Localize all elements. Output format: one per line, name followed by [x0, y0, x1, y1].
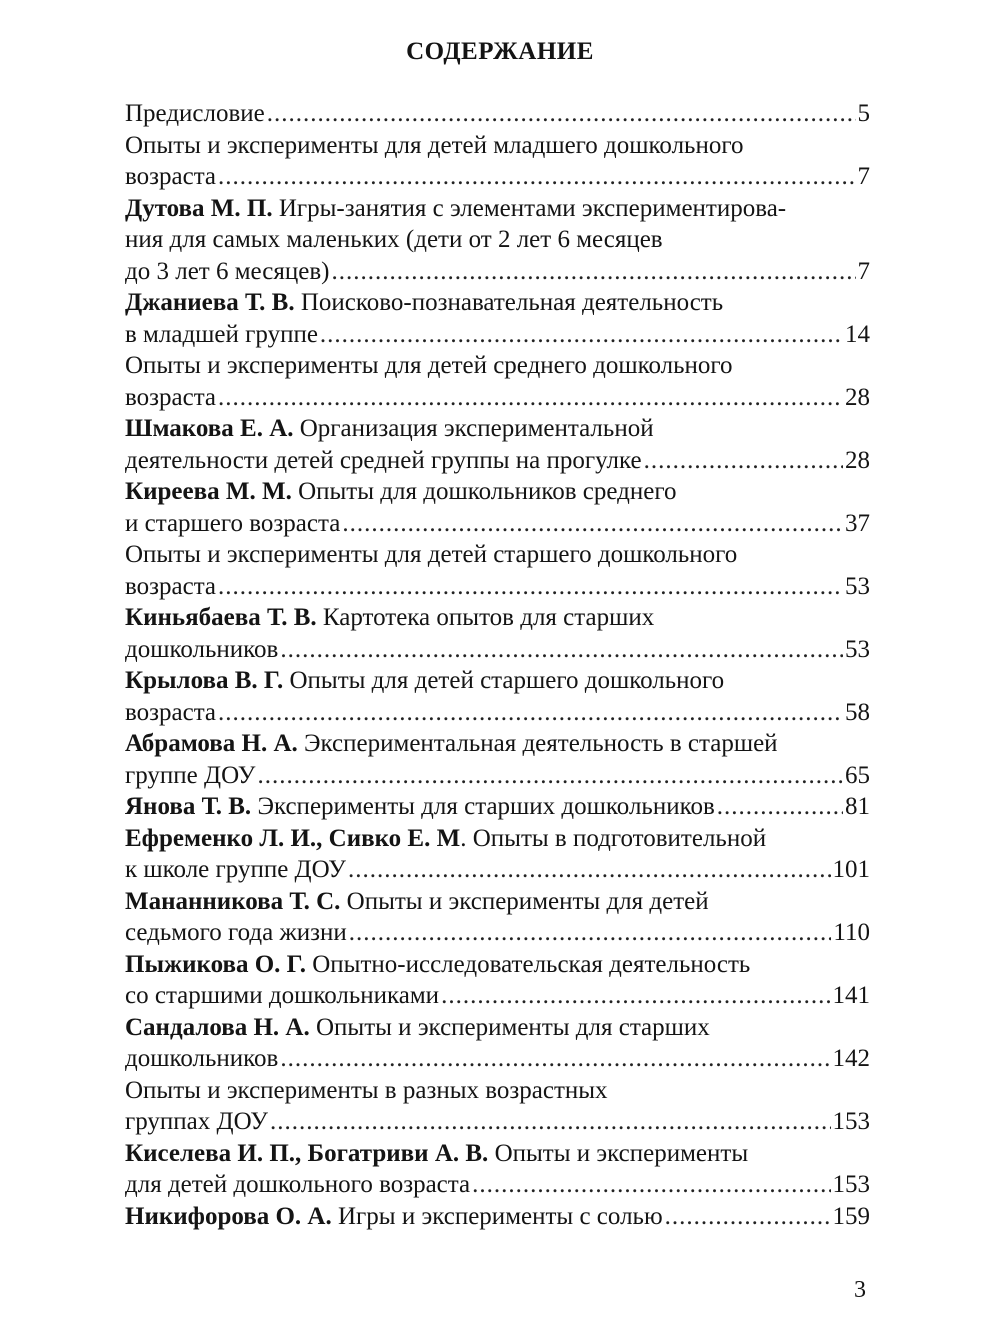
toc-entry-page: 7: [857, 163, 870, 190]
toc-entry-last-line: [125, 382, 870, 414]
toc-entry-title-text: деятельности детей средней группы на прогулке: [125, 446, 642, 474]
toc-entry-text: [125, 1077, 608, 1104]
toc-entry-text: [125, 917, 347, 949]
toc-entry-text: [125, 667, 724, 694]
toc-entry-last-line: [125, 256, 870, 288]
toc-entry-page: 101: [832, 856, 870, 883]
toc-entry-title-text: ния для самых маленьких (дети от 2 лет 6 месяцев: [125, 226, 663, 253]
toc-entry-last-line: [125, 445, 870, 477]
toc-entry-page: 142: [832, 1045, 870, 1072]
toc-entry-title-text: седьмого года жизни: [125, 919, 347, 946]
toc-entry-text: [125, 951, 750, 978]
toc-entry-text: [125, 352, 733, 379]
dot-leader: [257, 760, 843, 792]
toc-entry-last-line: [125, 791, 870, 823]
toc-entry: [125, 886, 870, 949]
dot-leader: [472, 1169, 830, 1201]
toc-entry-text: [125, 980, 439, 1012]
toc-entry-title-text: дошкольников: [125, 635, 279, 663]
toc-entry-title-text: Игры-занятия с элементами экспериментирова-: [272, 194, 787, 222]
toc-entry-author: Сандалова Н. А.: [125, 1013, 310, 1041]
toc-entry-line: [125, 224, 870, 256]
dot-leader: [348, 854, 831, 886]
toc-entry-page: 53: [845, 572, 870, 600]
toc-entry-text: [125, 319, 318, 351]
toc-entry-line: [125, 1075, 870, 1107]
toc-entry-page: 37: [845, 509, 870, 537]
toc-entry: [125, 1201, 870, 1233]
toc-entry-text: [125, 854, 346, 886]
toc-entry-title-text: Опытно-исследовательская деятельность: [305, 950, 751, 978]
toc-entry-last-line: [125, 98, 870, 130]
toc-entry-author: Киселева И. П., Богатриви А. В.: [125, 1139, 489, 1167]
toc-entry-title-text: дошкольников: [125, 1045, 279, 1072]
toc-entry-last-line: [125, 508, 870, 540]
toc-entry-author: Никифорова О. А.: [125, 1202, 332, 1230]
toc-entry-author: Абрамова Н. А.: [125, 730, 298, 757]
toc-entry-page: 7: [857, 257, 870, 285]
toc-entry-line: [125, 602, 870, 634]
toc-entry-page: 14: [845, 320, 870, 348]
toc-entry-title-text: Игры и эксперименты с солью: [331, 1202, 663, 1230]
dot-leader: [320, 319, 843, 351]
toc-entry-title-text: возраста: [125, 572, 217, 600]
toc-entry-text: [125, 289, 723, 316]
toc-entry-page: 110: [833, 919, 870, 946]
toc-entry-author: Крылова В. Г.: [125, 667, 284, 694]
dot-leader: [331, 256, 855, 288]
toc-entry-text: [125, 195, 786, 222]
toc-entry-line: [125, 1138, 870, 1170]
toc-entry-title-text: до 3 лет 6 месяцев): [125, 257, 330, 285]
toc-entry-text: [125, 478, 677, 505]
toc-entry-title-text: возраста: [125, 698, 217, 726]
toc-entry-title-text: Картотека опытов для старших: [316, 604, 655, 631]
dot-leader: [717, 791, 843, 823]
toc-entry-text: [125, 161, 216, 193]
toc-entry: [125, 413, 870, 476]
toc-entry-last-line: [125, 319, 870, 351]
toc-entry-line: [125, 130, 870, 162]
toc-entry-text: [125, 1043, 278, 1075]
toc-entry-last-line: [125, 980, 870, 1012]
toc-entry-last-line: [125, 1169, 870, 1201]
toc-entry-text: [125, 1140, 748, 1167]
dot-leader: [349, 917, 832, 949]
dot-leader: [280, 634, 843, 666]
toc-entry: [125, 350, 870, 413]
toc-entry-title-text: Опыты и эксперименты в разных возрастных: [125, 1076, 608, 1104]
toc-entry-last-line: [125, 634, 870, 666]
toc-entry: [125, 728, 870, 791]
toc-entry-text: [125, 1106, 268, 1138]
toc-entry-text: [125, 415, 654, 442]
toc-entry-title-text: группе ДОУ: [125, 761, 256, 789]
toc-entry-text: [125, 445, 642, 477]
toc-entry-last-line: [125, 1043, 870, 1075]
toc-entry-text: [125, 825, 766, 852]
toc-entry-last-line: [125, 917, 870, 949]
toc-entry-last-line: [125, 697, 870, 729]
toc-entry-page: 53: [845, 635, 870, 663]
dot-leader: [644, 445, 843, 477]
toc-entry-title-text: Опыты для детей старшего дошкольного: [283, 667, 725, 694]
toc-entry: [125, 287, 870, 350]
toc-entry-title-text: . Опыты в подготовительной: [460, 824, 767, 852]
toc-entry-line: [125, 413, 870, 445]
toc-entry-last-line: [125, 161, 870, 193]
dot-leader: [665, 1201, 831, 1233]
toc-entry: [125, 665, 870, 728]
toc-entry-page: 65: [845, 761, 870, 789]
toc-entry-author: Пыжикова О. Г.: [125, 950, 306, 978]
toc-entry-page: 153: [832, 1171, 870, 1198]
toc-entry-line: [125, 193, 870, 225]
toc-entry-text: [125, 604, 654, 631]
toc-entry-line: [125, 539, 870, 571]
toc-entry-author: Мананникова Т. С.: [125, 887, 341, 915]
toc-entry-author: Ефременко Л. И., Сивко Е. М: [125, 824, 461, 852]
toc-entry-text: [125, 634, 278, 666]
toc-entry: [125, 791, 870, 823]
dot-leader: [218, 382, 843, 414]
toc-entry-line: [125, 728, 870, 760]
toc-entry: [125, 476, 870, 539]
toc-entry-line: [125, 287, 870, 319]
toc-entry-title-text: к школе группе ДОУ: [125, 856, 346, 883]
page-number: 3: [854, 1277, 866, 1303]
toc-entry-last-line: [125, 760, 870, 792]
dot-leader: [267, 98, 856, 130]
toc-entry-title-text: Опыты и эксперименты для детей среднего дошкольного: [125, 352, 733, 379]
toc-entry-text: [125, 541, 737, 568]
dot-leader: [218, 571, 843, 603]
toc-entry-text: [125, 508, 340, 540]
toc-entry: [125, 823, 870, 886]
toc-entry-title-text: Организация экспериментальной: [293, 415, 654, 442]
toc-entry: [125, 539, 870, 602]
toc-entry: [125, 98, 870, 130]
toc-entry-title-text: возраста: [125, 163, 217, 190]
toc-entry-title-text: Экспериментальная деятельность в старшей: [297, 730, 778, 757]
toc-entry-text: [125, 132, 743, 159]
toc-entry-line: [125, 823, 870, 855]
toc-entry-page: 28: [845, 446, 870, 474]
toc-entry-line: [125, 476, 870, 508]
toc-entry-title-text: Эксперименты для старших дошкольников: [251, 793, 715, 820]
toc-entry-author: Дутова М. П.: [125, 194, 273, 222]
toc-entry-text: [125, 697, 216, 729]
toc-entry: [125, 1012, 870, 1075]
toc-entry-last-line: [125, 571, 870, 603]
toc-entry-last-line: [125, 1201, 870, 1233]
toc-entry-text: [125, 888, 709, 915]
toc-entry-line: [125, 350, 870, 382]
toc-entry-author: Янова Т. В.: [125, 793, 252, 820]
toc-entry-line: [125, 949, 870, 981]
toc-entry-text: [125, 98, 265, 130]
toc-entry-title-text: Опыты и эксперименты: [488, 1139, 749, 1167]
toc-entry-title-text: возраста: [125, 383, 217, 411]
toc-entry-text: [125, 1014, 710, 1041]
toc-entry-page: 159: [832, 1202, 870, 1230]
toc-entry-last-line: [125, 1106, 870, 1138]
toc-entry-title-text: Опыты и эксперименты для детей: [340, 887, 709, 915]
dot-leader: [218, 697, 843, 729]
toc-entry-title-text: Предисловие: [125, 100, 265, 127]
toc-entry-title-text: со старшими дошкольниками: [125, 982, 440, 1009]
toc-entry-line: [125, 886, 870, 918]
toc-entry: [125, 1138, 870, 1201]
toc-entry-text: [125, 791, 715, 823]
toc-entry-page: 81: [845, 793, 870, 820]
toc-entry: [125, 1075, 870, 1138]
toc-entry: [125, 602, 870, 665]
toc-entry-text: [125, 730, 778, 757]
page-title: СОДЕРЖАНИЕ: [406, 38, 594, 65]
toc-entry-page: 153: [832, 1108, 870, 1135]
toc-entry-text: [125, 760, 255, 792]
dot-leader: [342, 508, 843, 540]
dot-leader: [270, 1106, 831, 1138]
toc-entry-text: [125, 1201, 663, 1233]
toc-entry-text: [125, 1169, 470, 1201]
dot-leader: [218, 161, 855, 193]
toc-entry-author: Джаниева Т. В.: [125, 289, 295, 316]
toc-entry-page: 58: [845, 698, 870, 726]
toc-entry-page: 28: [845, 383, 870, 411]
toc-entry-author: Шмакова Е. А.: [125, 415, 294, 442]
toc-entry-title-text: Опыты и эксперименты для детей младшего дошкольного: [125, 131, 744, 159]
toc-entry-text: [125, 571, 216, 603]
toc-entry-text: [125, 226, 663, 253]
toc-entry-title-text: в младшей группе: [125, 320, 318, 348]
toc-entry: [125, 130, 870, 193]
table-of-contents: [125, 98, 870, 1232]
toc-entry-last-line: [125, 854, 870, 886]
toc-entry-page: 141: [832, 982, 870, 1009]
toc-entry-line: [125, 1012, 870, 1044]
toc-entry: [125, 949, 870, 1012]
toc-entry-title-text: и старшего возраста: [125, 509, 341, 537]
toc-entry-title-text: Опыты для дошкольников среднего: [291, 478, 677, 505]
toc-entry-text: [125, 382, 216, 414]
dot-leader: [441, 980, 830, 1012]
toc-entry-title-text: для детей дошкольного возраста: [125, 1171, 471, 1198]
toc-entry-title-text: Опыты и эксперименты для детей старшего дошкольного: [125, 541, 738, 568]
toc-entry: [125, 193, 870, 288]
toc-entry-text: [125, 256, 329, 288]
toc-entry-title-text: Опыты и эксперименты для старших: [309, 1013, 710, 1041]
toc-entry-title-text: группах ДОУ: [125, 1108, 268, 1135]
toc-entry-line: [125, 665, 870, 697]
toc-entry-author: Киреева М. М.: [125, 478, 292, 505]
toc-entry-author: Киньябаева Т. В.: [125, 604, 317, 631]
toc-entry-page: 5: [857, 100, 870, 127]
dot-leader: [280, 1043, 830, 1075]
toc-entry-title-text: Поисково-познавательная деятельность: [294, 289, 724, 316]
